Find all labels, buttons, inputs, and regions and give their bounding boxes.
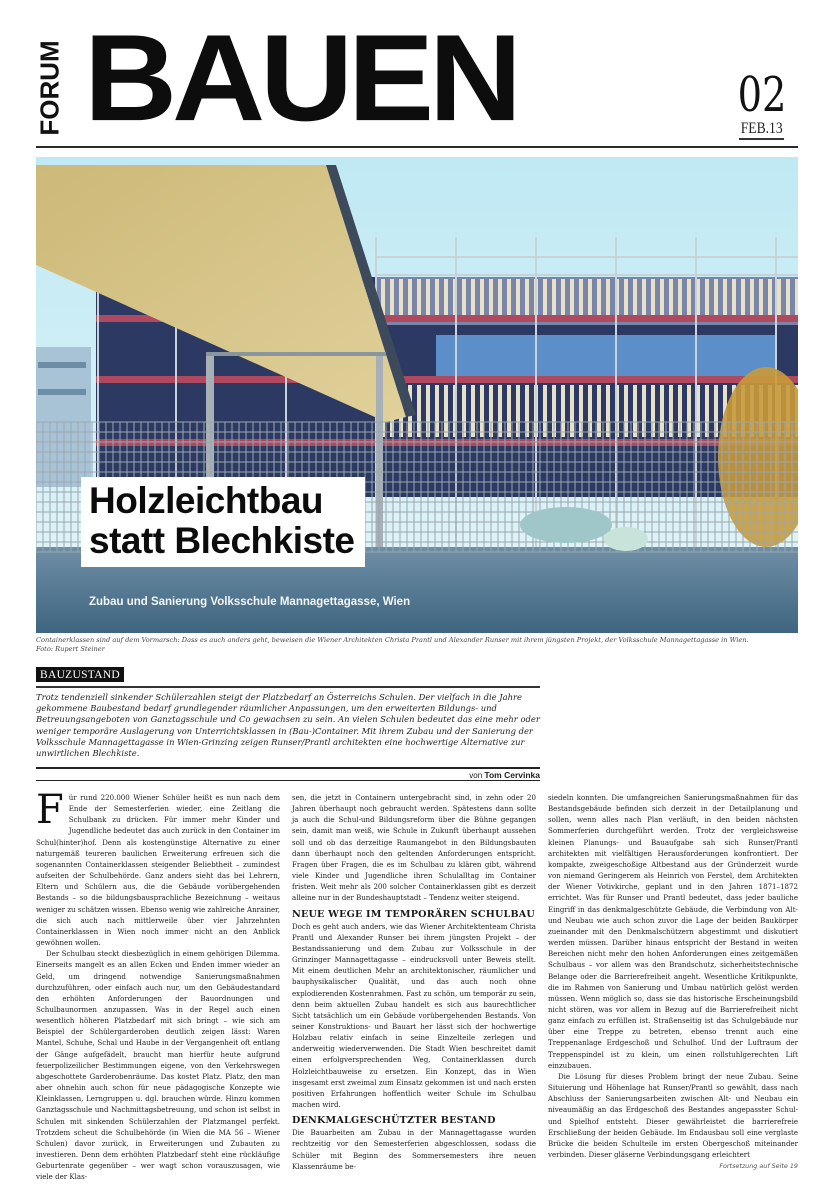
masthead [34,8,798,148]
masthead-rule [36,146,798,148]
paragraph: Die Lösung für dieses Problem bringt der neue Zubau. Seine Situierung und Höhenlage hat Runser/Prantl so gewählt, dass nach Abschluss der Sanierungsarbeiten zwischen Alt- und Neubau ein niveaumäßig an das Erdgeschoß des Bestandes angepasster Schul- und Spielhof entsteht. Dieser gewährleistet die barrierefreie Erschließung der beiden Gebäude. Im Endausbau soll eine verglaste Brücke die beiden Schulteile im ersten Obergeschoß miteinander verbinden. Dieser gläserne Verbindungsgang erleichtert [548,1071,798,1159]
photo-credit: Foto: Rupert Steiner [36,645,105,653]
paragraph: ür rund 220.000 Wiener Schüler heißt es nun nach dem Ende der Semesterferien wieder, eine Zeitlang die Schulbank zu drücken. Für immer mehr Kinder und Jugendliche bedeutet das auch zurück in den Container im Schul(hinter)hof. Denn als kostengünstige Alternative zu einer naturgemäß teureren baulichen Erweiterung erfreuen sich die sogenannten Containerklassen steigender Beliebtheit – zumindest aufseiten der Schulbehörde. Ganz anders sieht das bei Lehrern, Eltern und Schülern aus, die die Gebäude vorübergehenden Bestands – so die bildungsbausprachliche Bezeichnung – weitaus weniger zu schätzen wissen. Ebenso wenig wie zahlreiche Anrainer, die sich auch nach mittlerweile über vier Jahrzehnten Containerklassen in Wien noch immer nicht an den Anblick gewöhnen wollen. [36,793,280,948]
section-tag: BAUZUSTAND [36,667,124,682]
issue-date: FEB.13 [739,120,784,140]
article-column-3 [548,792,798,1172]
section-heading: DENKMALGESCHÜTZTER BESTAND [292,1115,496,1127]
masthead-forum [36,36,64,140]
paragraph: sen, die jetzt in Containern untergebracht sind, in zehn oder 20 Jahren überhaupt noch gebraucht werden. Spätestens dann sollte ja auch die Schul-und Bildungsreform über die Bühne gegangen sein, damit man weiß, wie Schule in Zukunft überhaupt aussehen soll und ob das derzeitige Raumangebot in den Bildungsbauten dann überhaupt noch den geltenden Anforderungen entspricht. Fragen über Fragen, die es im Schulbau zu klären gibt, während viele Kinder und Jugendliche ihren Schulalltag im Container fristen. Weit mehr als 200 solcher Containerklassen gibt es derzeit alleine nur in der Bundeshauptstadt – Tendenz weiter steigend. [292,793,536,903]
forum-label: FORUM [34,40,65,136]
windows-band [436,335,776,381]
byline [36,770,540,780]
masthead-title: BAUEN [84,8,517,147]
hero-photo [36,157,798,633]
byline-author: Tom Cervinka [484,770,540,780]
article-column-1 [36,787,280,1182]
byline-rule [36,767,540,769]
headline-line-1: Holzleichtbau [89,480,324,521]
section-heading: NEUE WEGE IM TEMPORÄREN SCHULBAU [292,908,535,920]
photo-caption [36,636,798,654]
subheadline: Zubau und Sanierung Volksschule Mannagettagasse, Wien [89,596,411,608]
headline-box [81,477,365,567]
headline-line-2: statt Blechkiste [89,520,355,561]
byline-prefix: von [469,771,483,780]
byline-bottom-rule [36,780,540,781]
issue-info [726,67,798,140]
paragraph: Der Schulbau steckt diesbezüglich in einem gehörigen Dilemma. Einerseits mangelt es an allen Ecken und Enden immer wieder an Geld, um dringend notwendige Sanierungsmaßnahmen durchzuführen, oder einfach auch nur, um den Gebäudestandard den erhöhten Anforderungen der Bauordnungen und Schulbaunormen anzupassen. Was in der Regel auch einen wesentlich höheren Platzbedarf mit sich bringt – wie sich am Beispiel der Schülergarderoben deutlich zeigen lässt: Waren Mantel, Schuhe, Schal und Haube in der Vergangenheit oft entlang der Gänge aufgefädelt, braucht man hierfür heute aufgrund feuerpolizeilicher Bestimmungen eigene, von den Verkehrswegen abgeschottete Garderobenräume. Das kostet Platz. Platz, den man aber ohnehin auch schon für neue pädagogische Konzepte wie Kleinklassen, Lerngruppen u. dgl. brauchen würde. Hinzu kommen Ganztagsschule und Nachmittagsbetreuung, und schon ist selbst in Schulen mit sinkenden Schülerzahlen der Platzmangel perfekt. Trotzdem scheut die Schulbehörde (in Wien die MA 56 – Wiener Schulen) davor zurück, in Erweiterungen und Zubauten zu investieren. Denn dem erhöhten Platzbedarf steht eine rückläufige Geburtenrate gegenüber – wer wagt schon vorauszusagen, wie viele der Klas- [36,949,280,1182]
drop-cap: F [36,787,64,833]
paragraph: Doch es geht auch anders, wie das Wiener Architektenteam Christa Prantl und Alexander Runser bei ihrem jüngsten Projekt – der Bestandssanierung und dem Zubau zur Volksschule in der Grinzinger Mannagettagasse – eindrucksvoll unter Beweis stellt. Mit einem deutlichen Mehr an architektonischer, räumlicher und bauphysikalischer Qualität, und das auch noch ohne explodierenden Kostenrahmen. Fast zu schön, um temporär zu sein, denn beim aktuellen Zubau handelt es sich aus baurechtlicher Sicht tatsächlich um ein Gebäude vorübergehenden Bestands. Von seiner Konstruktions- und Bauart her lässt sich der hochwertige Holzbau relativ einfach in seine Einzelteile zerlegen und anderweitig wiederverwenden. Die Stadt Wien beschreitet damit einen erfolgversprechenden Weg, Containerklassen durch Holzleichtbauweise zu ersetzen. Ein Konzept, das in Wien insgesamt erst zweimal zum Einsatz gekommen ist und nach ersten positiven Erfahrungen hoffentlich weiter Schule im Schulbau machen wird. [292,921,536,1110]
article-column-2 [292,792,536,1172]
caption-text: Containerklassen sind auf dem Vormarsch: Dass es auch anders geht, beweisen die Wiener Architekten Christa Prantl und Alexander Runser mit ihrem jüngsten Projekt, der Volksschule Mannagettagasse in Wien. [36,636,749,644]
tarp [520,507,612,543]
paragraph: Die Bauarbeiten am Zubau in der Mannagettagasse wurden rechtzeitig vor den Semesterferien abgeschlossen, sodass die Schüler mit Beginn des Sommersemesters ihre neuen Klassenräume be- [292,1128,536,1171]
lead-paragraph: Trotz tendenziell sinkender Schülerzahlen steigt der Platzbedarf an Österreichs Schulen. Der vielfach in die Jahre gekommene Baubestand bedarf grundlegender räumlicher Anpassungen, um den erweiterten Bildungs- und Betreuungsangeboten von Ganztagsschule und Co gewachsen zu sein. An vielen Schulen bedeutet das eine mehr oder weniger temporäre Auslagerung von Unterrichtsklassen in (Bau-)Container. Mit ihrem Zubau und der Sanierung der Volksschule Mannagettagasse in Wien-Grinzing zeigen Runser/Prantl architekten eine hochwertige Alternative zur unwirtlichen Blechkiste. [36,692,540,759]
lead-top-rule [36,686,540,688]
paragraph: siedeln konnten. Die umfangreichen Sanierungsmaßnahmen für das Bestandsgebäude befinden sich derzeit in der Detailplanung und sollen, wenn alles nach Plan verläuft, in den beiden nächsten Sommerferien durchgeführt werden. Trotz der vergleichsweise kleinen Planungs- und Bauaufgabe sah sich Runser/Prantl architekten mit vielfältigen Herausforderungen konfrontiert. Der kompakte, zweigeschoßige Altbestand aus der Gründerzeit wurde von niemand Geringerem als Heinrich von Ferstel, dem Architekten der Wiener Votivkirche, geplant und in den Jahren 1871–1872 errichtet. Was für Runser und Prantl bedeutet, dass jeder bauliche Eingriff in das denkmalgeschützte Gebäude, die Verbindung von Alt- und Neubau wie auch schon zuvor die Lage der beiden Baukörper zueinander mit den Denkmalschützern abgestimmt und diskutiert werden müssen. Darüber hinaus entspricht der Bestand in weiten Bereichen nicht mehr den hohen Anforderungen eines zeitgemäßen Schulbaus – vor allem was den Brandschutz, sicherheitstechnische Belange oder die Barrierefreiheit angeht. Wesentliche Kritikpunkte, die im Rahmen von Sanierung und Umbau natürlich gelöst werden müssen. Wenn möglich so, dass sie das historische Erscheinungsbild nicht stören, was vor allem in Bezug auf die Barrierefreiheit nicht ganz einfach zu erfüllen ist. Straßenseitig ist das Schulgebäude nur über eine Treppe zu betreten, ebenso trennt auch eine Treppenanlage Erdgeschoß und Schulhof. Und der Luftraum der Treppenspindel ist zu klein, um einen rollstuhlgerechten Lift einzubauen. [548,793,798,1070]
continued-link[interactable]: Fortsetzung auf Seite 19 [719,1162,798,1171]
issue-number: 02 [737,67,787,123]
